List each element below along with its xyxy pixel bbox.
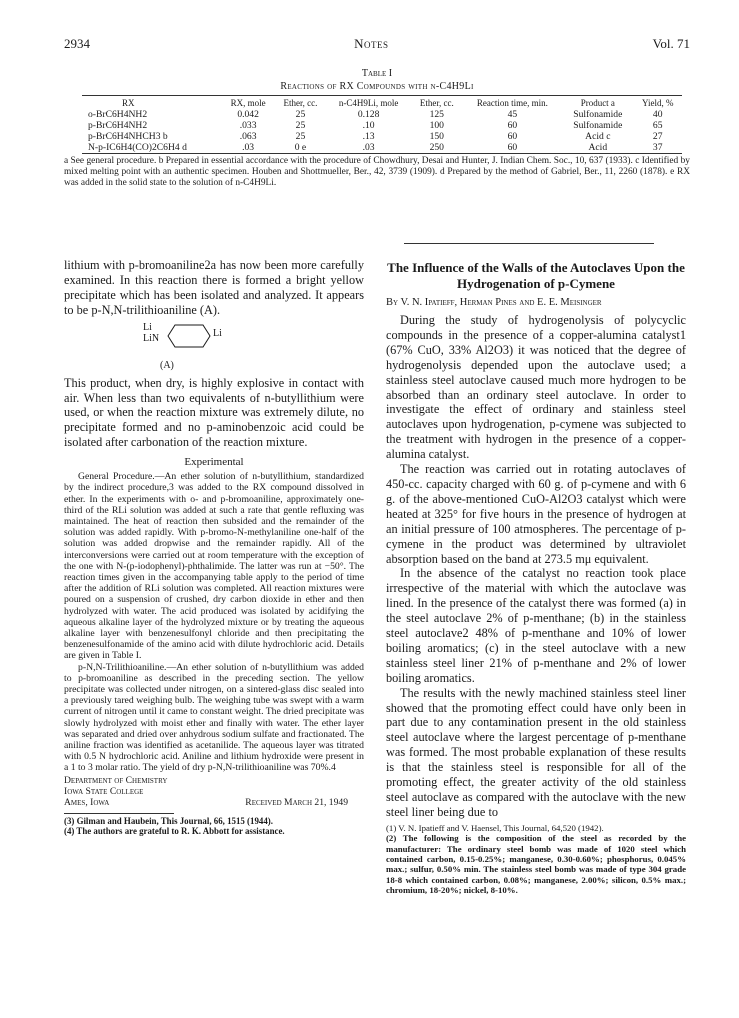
table-cell: Acid c [585,131,611,142]
volume-label: Vol. 71 [652,36,690,51]
table-cell: .03 [362,142,375,153]
department: Department of Chemistry [64,774,168,786]
structure-label: (A) [160,359,174,371]
struct-lin: LiN [143,332,160,344]
article-title: The Influence of the Walls of the Autoclaves Upon the Hydrogenation of p-Cymene [387,260,685,291]
table-cell: 45 [507,109,518,120]
table-row [82,120,682,131]
reactions-table-block [64,68,690,189]
received-date: Received March 21, 1949 [245,797,348,809]
table-header-cell: RX, mole [230,98,266,108]
article-para-1: During the study of hydrogenolysis of polycyclic compounds in the presence of a copper-alumina catalyst1 (67% CuO, 33% Al2O3) it was noticed that the degree of hydrogenolysis depended upon the autoclave used; a stainless steel autoclave caused much more hydrogen to be absorbed than an ordinary steel autoclave. In order to investigate the effect of ordinary and stainless steel autoclaves upon hydrogenation, p-cymene was subjected to the treatment with hydrogen in the presence of a copper-alumina catalyst. [386,313,686,462]
table-cell: .063 [239,131,257,142]
table-row [82,131,682,142]
table-row [82,109,682,120]
table-cell: 60 [507,131,518,142]
table-title: Reactions of RX Compounds with n-C4H9Li [280,81,474,92]
journal-page [64,36,690,896]
table-cell: 65 [652,120,663,131]
table-cell: p-BrC6H4NHCH3 b [88,131,168,142]
explosive-paragraph: This product, when dry, is highly explosive in contact with air. When less than two equivalents of n-butyllithium were used, or when the reaction mixture was extremely dilute, no precipitate formed and no p-aminobenzoic acid could be isolated after carbonation of the reaction mixture. [64,375,364,450]
table-cell: 0.128 [357,109,380,120]
table-cell: 60 [507,142,518,153]
table-cell: 60 [507,120,518,131]
article-para-2: The reaction was carried out in rotating autoclaves of 450-cc. capacity charged with 60 g. of p-cymene and with 6 g. of the above-mentioned CuO-Al2O3 catalyst which were heated at 325° for five hours in the presence of hydrogen at an initial pressure of 100 atmospheres. The percentage of p-cymene in the product was determined by ultraviolet absorption based on the band at 273.5 mμ equivalent. [386,462,686,566]
running-header [64,36,690,56]
section-title: Notes [354,36,389,51]
article-footnote-2: (2) The following is the composition of the steel as recorded by the manufacturer: The ordinary steel bomb was made of 1020 steel which contained carbon, 0.15-0.25%; manganese, 0.30-0.60%; phosphorus, 0.045% max.; sulfur, 0.50% min. The stainless steel bomb was made of type 304 grade 18-8 which contained carbon, 0.08%; manganese, 2.00%; silicon, 0.5% max.; chromium, 18-20%; nickel, 8-10%. [386,833,686,896]
table-cell: p-BrC6H4NH2 [88,120,148,131]
table-cell: .13 [362,131,375,142]
table-cell: 25 [295,120,306,131]
table-cell: 25 [295,131,306,142]
struct-li-right: Li [213,327,222,339]
table-body [82,109,682,154]
footnote-4: (4) The authors are grateful to R. K. Abbott for assistance. [64,826,285,837]
table-header-cell: Yield, % [641,98,674,108]
table-cell: 150 [429,131,444,142]
struct-li-top: Li [143,321,152,333]
college: Iowa State College [64,786,144,798]
table-cell: 250 [429,142,444,153]
experimental-heading: Experimental [184,456,244,469]
table-cell: 0 e [294,142,307,153]
table-cell: .033 [239,120,257,131]
table-header-cell: RX [122,98,135,108]
two-column-body [64,258,690,1018]
right-column [386,258,686,896]
table-cell: .10 [362,120,375,131]
trilithioaniline-structure [64,320,364,374]
table-header-cell: Product a [580,98,615,108]
table-cell: N-p-IC6H4(CO)2C6H4 d [88,142,187,153]
article-para-4: The results with the newly machined stainless steel liner showed that the promoting effect could have only been in part due to any contamination present in the old stainless steel autoclave where the largest percentage of p-menthane was formed. The most probable explanation of these results is that the stainless steel is responsible for all of the promoting effect, the greater activity of the old stainless steel autoclave as compared with the autoclave with the new steel liner being due to [386,685,686,819]
table-header-cell: Reaction time, min. [476,98,548,108]
table-cell: 25 [295,109,306,120]
benzene-ring-icon [167,323,211,349]
article-para-3: In the absence of the catalyst no reaction took place irrespective of the material with which the autoclave was lined. In the presence of the catalyst there was formed (a) in the steel autoclave 2% of p-menthane; (b) in the stainless steel autoclave2 48% of p-menthane and 10% of lower boiling aromatics; (c) in the steel autoclave with a new stainless steel liner 21% of p-menthane and 2% of lower boiling aromatics. [386,566,686,685]
table-footnotes: a See general procedure. b Prepared in essential accordance with the procedure of Chowdhury, Desai and Hunter, J. Indian Chem. Soc., 10, 637 (1933). c Identified by mixed melting point with an authentic specimen. Houben and Shottmueller, Ber., 42, 3739 (1909). d Prepared by the method of Gabriel, Ber., 11, 2260 (1878). e RX was added in the solid state to the solution of n-C4H9Li. [64,156,690,188]
table-cell: 27 [652,131,663,142]
table-cell: 100 [429,120,444,131]
intro-paragraph: lithium with p-bromoaniline2a has now been more carefully examined. In this reaction there is formed a bright yellow precipitate which has been isolated and analyzed. It appears to be p-N,N-trilithioaniline (A). [64,258,364,317]
reactions-table [82,95,682,154]
table-cell: Sulfonamide [573,109,623,120]
general-procedure: General Procedure.—An ether solution of n-butyllithium, standardized by the indirect procedure,3 was added to the RX compound dissolved in ether. In the experiments with o- and p-bromoaniline, approximately one-third of the RLi solution was added at such a rate that gentle refluxing was maintained. The heat of reaction then subsided and the remainder of the solution was added rapidly. With p-bromo-N-methylaniline one-half of the solution was added dropwise and the remainder rapidly. All of the interconversions were carried out at room temperature with the exception of the one with N-(p-iodophenyl)-phthalimide. The latter was run at −50°. The reaction times given in the accompanying table apply to the period of time after the addition of RLi solution was completed. All reaction mixtures were poured on a suspension of crushed, dry carbon dioxide in ether and then hydrolyzed with water. The acid produced was isolated by acidifying the aqueous alkaline layer of the hydrolyzed mixture or by treating the aqueous alkaline layer with benzenesulfonyl chloride and then precipitating the benzenesulfonamide of the amino acid with dilute hydrochloric acid. Details are given in Table I. [64,471,364,662]
table-cell: Acid [588,142,608,153]
table-cell: Sulfonamide [573,120,623,131]
table-header-cell: Ether, cc. [283,98,318,108]
table-cell: .03 [242,142,255,153]
table-cell: 37 [652,142,663,153]
article-footnote-1: (1) V. N. Ipatieff and V. Haensel, This Journal, 64,520 (1942). [386,822,604,833]
city: Ames, Iowa [64,797,110,809]
footnote-rule [64,813,174,814]
table-cell: 40 [652,109,663,120]
table-header-row [82,96,682,110]
table-cell: 125 [429,109,444,120]
affiliation [64,775,364,809]
table-row [82,142,682,154]
footnote-3: (3) Gilman and Haubein, This Journal, 66, 1515 (1944). [64,815,273,826]
table-cell: o-BrC6H4NH2 [88,109,148,120]
table-header-cell: Ether, cc. [419,98,454,108]
table-header-cell: n-C4H9Li, mole [338,98,399,108]
article-byline: By V. N. Ipatieff, Herman Pines and E. E. Meisinger [386,297,602,308]
trilithioaniline-procedure: p-N,N-Trilithioaniline.—An ether solution of n-butyllithium was added to p-bromoaniline as described in the preceding section. The yellow precipitate was collected under nitrogen, on a sintered-glass disc sealed into a previously tared weighing bulb. The weighing tube was swept with a warm current of nitrogen until it came to constant weight. The dried precipitate was slowly hydrolyzed with moist ether and finally with water. The ether layer was separated and dried over anhydrous sodium sulfate and fractionated. The aniline fraction was identified as acetanilide. The aqueous layer was titrated with 0.5 N hydrochloric acid. Aniline and lithium hydroxide were present in a 1 to 3 molar ratio. The yield of dry p-N,N-trilithioaniline was 70%.4 [64,661,364,774]
table-caption: Table I [361,68,393,79]
left-column [64,258,364,837]
title-rule [404,243,654,244]
table-cell: 0.042 [237,109,259,120]
page-number: 2934 [64,36,90,51]
